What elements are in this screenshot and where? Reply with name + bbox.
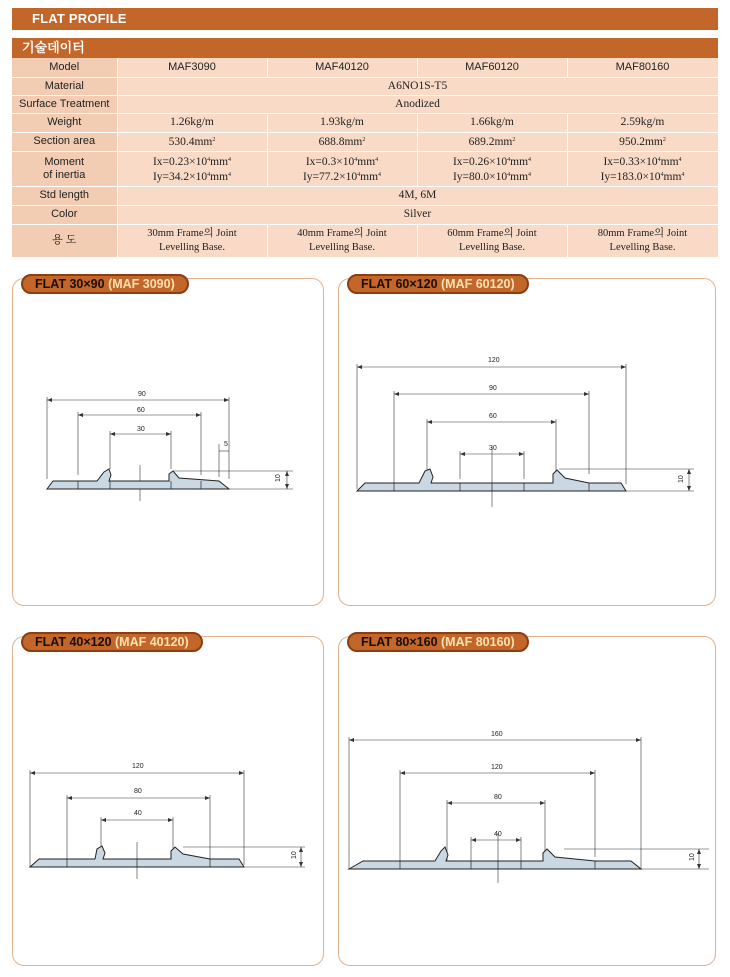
page-title-bar (12, 8, 718, 30)
table-cell: 30mm Frame의 Joint Levelling Base. (117, 224, 267, 257)
panel-title-pill: FLAT 30×90 (MAF 3090) (21, 274, 189, 294)
dim-label: 10 (678, 475, 685, 483)
page-title: FLAT PROFILE (32, 11, 127, 26)
row-label: Material (12, 77, 117, 95)
table-cell: 1.93kg/m (267, 113, 417, 132)
panel-title-pill: FLAT 60×120 (MAF 60120) (347, 274, 529, 294)
row-label: 용 도 (12, 224, 117, 257)
table-row-color (12, 205, 718, 224)
section-title: 기술데이터 (22, 40, 85, 55)
table-row-section (12, 132, 718, 151)
table-row-usage (12, 224, 718, 257)
dim-label: 30 (489, 445, 497, 452)
dim-label: 40 (134, 810, 142, 817)
row-label: Section area (12, 132, 117, 151)
row-label: Model (12, 58, 117, 77)
col-header: MAF80160 (567, 58, 718, 77)
table-cell: 2.59kg/m (567, 113, 718, 132)
dim-label: 120 (488, 357, 500, 364)
dim-label: 160 (491, 731, 503, 738)
col-header: MAF60120 (417, 58, 567, 77)
dim-label: 5 (224, 441, 228, 448)
table-cell: $688.8mm^2$ (267, 132, 417, 151)
table-cell: A6NO1S-T5 (117, 77, 718, 95)
col-header: MAF40120 (267, 58, 417, 77)
profile-shape (47, 469, 229, 489)
drawing-panel-60120 (338, 278, 716, 606)
table-row-std-length (12, 186, 718, 205)
table-cell: $530.4mm^2$ (117, 132, 267, 151)
dim-label: 40 (494, 831, 502, 838)
profile-drawing-40120 (13, 637, 325, 967)
dim-label: 90 (489, 385, 497, 392)
dim-label: 60 (137, 407, 145, 414)
drawing-panel-40120 (12, 636, 324, 966)
row-label: Surface Treatment (12, 95, 117, 113)
dim-label: 30 (137, 426, 145, 433)
table-row-material (12, 77, 718, 95)
table-cell: 80mm Frame의 Joint Levelling Base. (567, 224, 718, 257)
dim-label: 120 (132, 763, 144, 770)
panel-title-pill: FLAT 40×120 (MAF 40120) (21, 632, 203, 652)
table-row-model (12, 58, 718, 77)
section-title-bar (12, 38, 718, 58)
table-cell: Silver (117, 205, 718, 224)
profile-drawing-60120 (339, 279, 717, 607)
table-cell: $Ix=0.33\times 10^4mm^4$ $Iy=183.0\times 10^4mm^4$ (567, 151, 718, 186)
table-cell: Anodized (117, 95, 718, 113)
dim-label: 10 (291, 851, 298, 859)
spec-table (12, 58, 719, 258)
dim-label: 10 (275, 474, 282, 482)
table-row-surface (12, 95, 718, 113)
dim-label: 10 (689, 853, 696, 861)
dim-label: 80 (134, 788, 142, 795)
drawing-panel-80160 (338, 636, 716, 966)
table-cell: 40mm Frame의 Joint Levelling Base. (267, 224, 417, 257)
row-label: Color (12, 205, 117, 224)
dim-label: 60 (489, 413, 497, 420)
table-cell: $Ix=0.3\times 10^4mm^4$ $Iy=77.2\times 10^4mm^4$ (267, 151, 417, 186)
table-cell: $689.2mm^2$ (417, 132, 567, 151)
row-label: Weight (12, 113, 117, 132)
table-cell: $Ix=0.23\times 10^4mm^4$ $Iy=34.2\times 10^4mm^4$ (117, 151, 267, 186)
profile-shape (349, 847, 641, 869)
table-cell: $950.2mm^2$ (567, 132, 718, 151)
row-label: Moment of inertia (12, 151, 117, 186)
table-cell: 60mm Frame의 Joint Levelling Base. (417, 224, 567, 257)
table-cell: 1.66kg/m (417, 113, 567, 132)
drawing-panel-3090 (12, 278, 324, 606)
dim-label: 120 (491, 764, 503, 771)
table-row-moment (12, 151, 718, 186)
col-header: MAF3090 (117, 58, 267, 77)
panel-title-pill: FLAT 80×160 (MAF 80160) (347, 632, 529, 652)
profile-drawing-80160 (339, 637, 717, 967)
dim-label: 90 (138, 391, 146, 398)
dim-label: 80 (494, 794, 502, 801)
row-label: Std length (12, 186, 117, 205)
profile-shape (357, 469, 626, 491)
table-cell: $Ix=0.26\times 10^4mm^4$ $Iy=80.0\times 10^4mm^4$ (417, 151, 567, 186)
table-row-weight (12, 113, 718, 132)
table-cell: 4M, 6M (117, 186, 718, 205)
profile-drawing-3090 (13, 279, 325, 607)
table-cell: 1.26kg/m (117, 113, 267, 132)
